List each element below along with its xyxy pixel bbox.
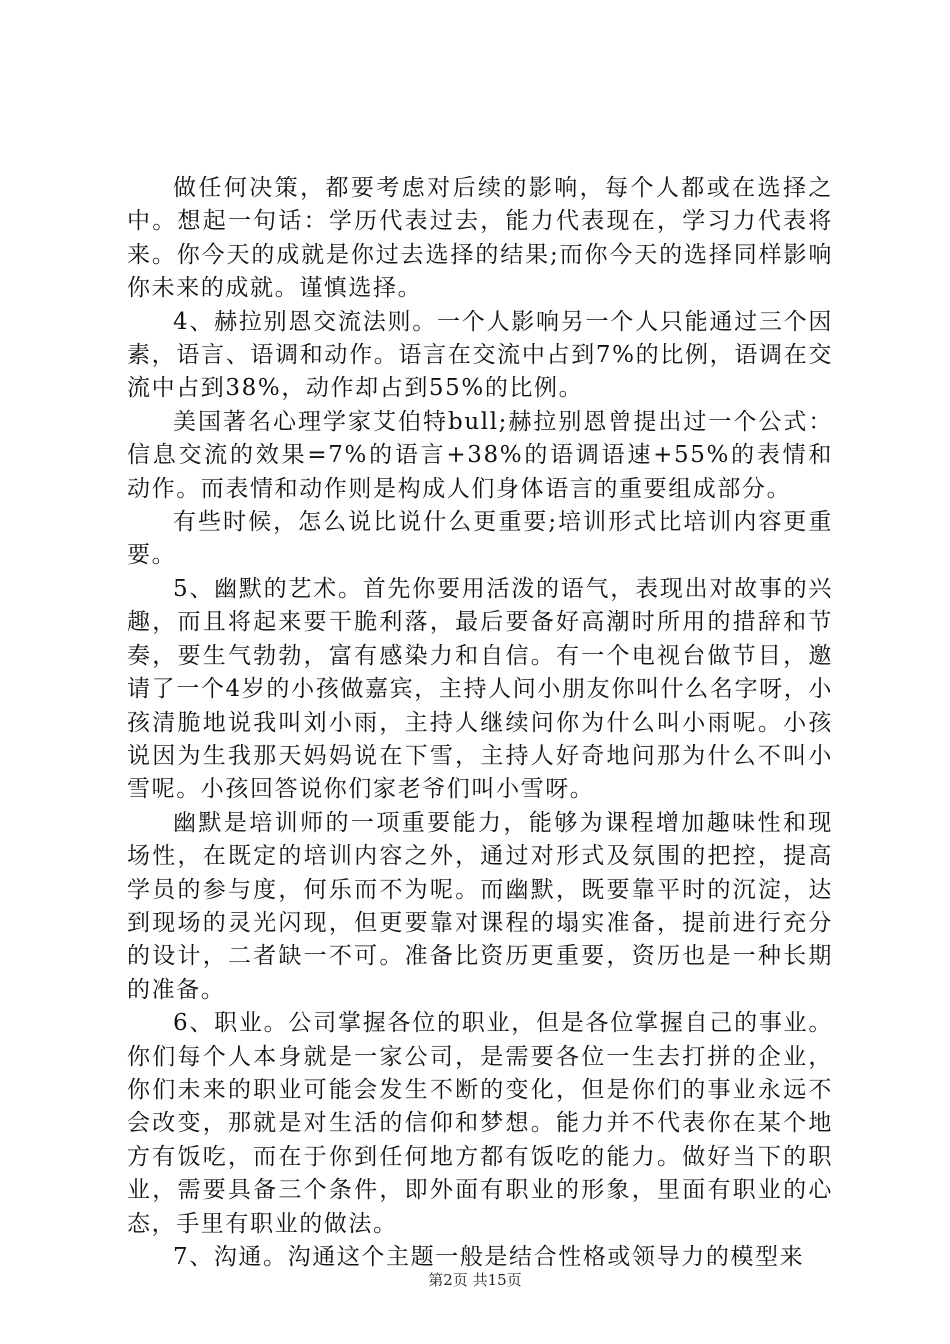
- paragraph-humor-art: 5、幽默的艺术。首先你要用活泼的语气，表现出对故事的兴趣，而且将起来要干脆利落，最后要备好高潮时所用的措辞和节奏，要生气勃勃，富有感染力和自信。有一个电视台做节目，邀请了一个4岁的小孩做嘉宾，主持人问小朋友你叫什么名字呀，小孩清脆地说我叫刘小雨，主持人继续问你为什么叫小雨呢。小孩说因为生我那天妈妈说在下雪，主持人好奇地问那为什么不叫小雪呢。小孩回答说你们家老爷们叫小雪呀。: [127, 575, 833, 803]
- paragraph-humor-ability: 幽默是培训师的一项重要能力，能够为课程增加趣味性和现场性，在既定的培训内容之外，通过对形式及氛围的把控，提高学员的参与度，何乐而不为呢。而幽默，既要靠平时的沉淀，达到现场的灵光闪现，但更要靠对课程的塌实准备，提前进行充分的设计，二者缺一不可。准备比资历更重要，资历也是一种长期的准备。: [127, 809, 833, 1003]
- paragraph-choice: 做任何决策，都要考虑对后续的影响，每个人都或在选择之中。想起一句话：学历代表过去，能力代表现在，学习力代表将来。你今天的成就是你过去选择的结果;而你今天的选择同样影响你未来的成就。谨慎选择。: [127, 175, 833, 302]
- paragraph-how-to-say: 有些时候，怎么说比说什么更重要;培训形式比培训内容更重要。: [127, 509, 833, 569]
- paragraph-career: 6、职业。公司掌握各位的职业，但是各位掌握自己的事业。你们每个人本身就是一家公司，是需要各位一生去打拼的企业，你们未来的职业可能会发生不断的变化，但是你们的事业永远不会改变，那就是对生活的信仰和梦想。能力并不代表你在某个地方有饭吃，而在于你到任何地方都有饭吃的能力。做好当下的职业，需要具备三个条件，即外面有职业的形象，里面有职业的心态，手里有职业的做法。: [127, 1010, 833, 1237]
- paragraph-communication: 7、沟通。沟通这个主题一般是结合性格或领导力的模型来: [173, 1244, 805, 1270]
- paragraph-mehrabian-formula: 美国著名心理学家艾伯特bull;赫拉别恩曾提出过一个公式：信息交流的效果=7%的语言+38%的语调语速+55%的表情和动作。而表情和动作则是构成人们身体语言的重要组成部分。: [127, 408, 833, 502]
- document-body: [127, 172, 833, 1274]
- paragraph-mehrabian-rule: 4、赫拉别恩交流法则。一个人影响另一个人只能通过三个因素，语言、语调和动作。语言在交流中占到7%的比例，语调在交流中占到38%，动作却占到55%的比例。: [127, 308, 833, 402]
- page-number-footer: 第2页 共15页: [428, 1271, 522, 1289]
